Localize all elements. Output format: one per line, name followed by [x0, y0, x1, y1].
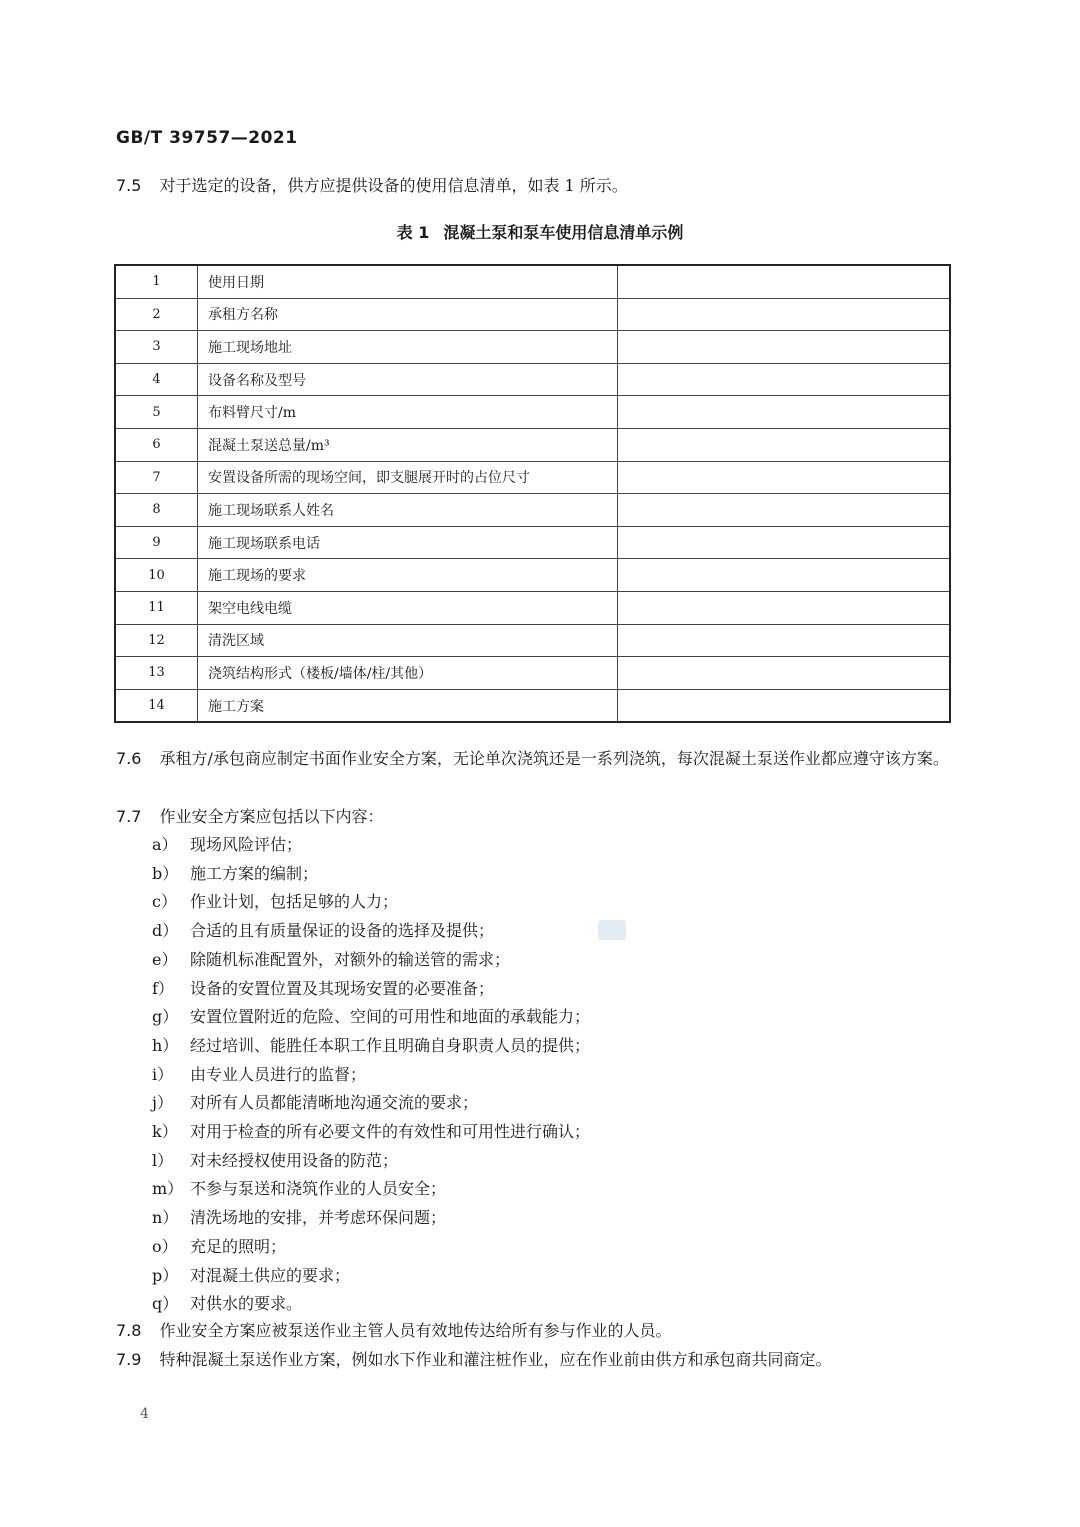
row-value-cell — [618, 396, 951, 429]
clause-text: 特种混凝土泵送作业方案，例如水下作业和灌注桩作业，应在作业前由供方和承包商共同商定。 — [159, 1350, 832, 1369]
row-value-cell — [618, 526, 951, 559]
list-item — [152, 860, 590, 889]
table-row — [115, 689, 950, 722]
row-item: 施工现场联系人姓名 — [198, 494, 618, 527]
clause-text: 作业安全方案应包括以下内容： — [159, 807, 384, 826]
row-value-cell — [618, 657, 951, 690]
table-row — [115, 624, 950, 657]
table-title — [0, 220, 1080, 243]
list-item — [152, 1290, 590, 1319]
row-item: 清洗区域 — [198, 624, 618, 657]
row-value-cell — [618, 689, 951, 722]
list-item-label: d） — [152, 921, 179, 941]
row-item: 施工现场联系电话 — [198, 526, 618, 559]
table-row — [115, 591, 950, 624]
list-item — [152, 1175, 590, 1204]
row-number: 8 — [115, 494, 198, 527]
clause-7-7 — [116, 803, 956, 831]
table-row — [115, 428, 950, 461]
list-item-text: 合适的且有质量保证的设备的选择及提供； — [190, 921, 495, 941]
list-item-text: 不参与泵送和浇筑作业的人员安全； — [190, 1179, 447, 1199]
list-item-text: 对供水的要求。 — [190, 1294, 303, 1314]
row-value-cell — [618, 363, 951, 396]
list-item-label: l） — [152, 1150, 174, 1170]
list-item-label: f） — [152, 978, 174, 998]
list-item — [152, 1262, 590, 1291]
list-item-text: 作业计划，包括足够的人力； — [190, 892, 399, 912]
list-item-label: e） — [152, 949, 178, 969]
clause-text: 作业安全方案应被泵送作业主管人员有效地传达给所有参与作业的人员。 — [159, 1321, 672, 1340]
row-number: 9 — [115, 526, 198, 559]
row-number: 10 — [115, 559, 198, 592]
clause-number: 7.9 — [116, 1350, 142, 1369]
list-item-text: 除随机标准配置外，对额外的输送管的需求； — [190, 949, 511, 969]
table-label: 表 1 — [396, 223, 430, 242]
list-item-label: k） — [152, 1122, 178, 1142]
row-value-cell — [618, 461, 951, 494]
list-item-label: g） — [152, 1007, 179, 1027]
table-row — [115, 494, 950, 527]
list-item — [152, 831, 590, 860]
list-item — [152, 888, 590, 917]
list-item — [152, 917, 590, 946]
list-item — [152, 1118, 590, 1147]
list-item-label: i） — [152, 1064, 174, 1084]
list-item-text: 施工方案的编制； — [190, 863, 319, 883]
clause-number: 7.8 — [116, 1321, 142, 1340]
standard-code: GB/T 39757—2021 — [116, 128, 298, 148]
row-value-cell — [618, 428, 951, 461]
table-row — [115, 331, 950, 364]
row-item: 设备名称及型号 — [198, 363, 618, 396]
list-item-label: c） — [152, 892, 177, 912]
row-number: 5 — [115, 396, 198, 429]
row-value-cell — [618, 494, 951, 527]
row-number: 7 — [115, 461, 198, 494]
list-item — [152, 1061, 590, 1090]
list-item — [152, 946, 590, 975]
row-number: 4 — [115, 363, 198, 396]
clause-7-5 — [116, 172, 956, 200]
row-value-cell — [618, 265, 951, 298]
table-row — [115, 265, 950, 298]
list-item-label: p） — [152, 1265, 179, 1285]
list-item-text: 对所有人员都能清晰地沟通交流的要求； — [190, 1093, 479, 1113]
table-row — [115, 298, 950, 331]
clause-7-8 — [116, 1317, 956, 1345]
list-item-text: 安置位置附近的危险、空间的可用性和地面的承载能力； — [190, 1007, 591, 1027]
list-item-label: q） — [152, 1294, 179, 1314]
list-item-text: 充足的照明； — [190, 1236, 287, 1256]
list-item-label: n） — [152, 1208, 179, 1228]
row-number: 6 — [115, 428, 198, 461]
content-list — [152, 831, 590, 1319]
row-item: 布料臂尺寸/m — [198, 396, 618, 429]
clause-7-9 — [116, 1346, 956, 1374]
row-item: 施工现场的要求 — [198, 559, 618, 592]
list-item-text: 对用于检查的所有必要文件的有效性和可用性进行确认； — [190, 1122, 591, 1142]
clause-text: 对于选定的设备，供方应提供设备的使用信息清单，如表 1 所示。 — [159, 176, 628, 195]
row-item: 承租方名称 — [198, 298, 618, 331]
list-item-label: a） — [152, 835, 178, 854]
list-item-label: b） — [152, 863, 179, 883]
list-item-label: o） — [152, 1236, 178, 1256]
row-item: 施工现场地址 — [198, 331, 618, 364]
clause-number: 7.5 — [116, 176, 142, 195]
row-number: 2 — [115, 298, 198, 331]
clause-text: 承租方/承包商应制定书面作业安全方案，无论单次浇筑还是一系列浇筑，每次混凝土泵送作业都应遵守该方案。 — [159, 749, 949, 768]
row-value-cell — [618, 591, 951, 624]
table-row — [115, 461, 950, 494]
row-value-cell — [618, 331, 951, 364]
row-number: 14 — [115, 689, 198, 722]
row-number: 13 — [115, 657, 198, 690]
list-item-label: h） — [152, 1035, 179, 1055]
row-value-cell — [618, 624, 951, 657]
list-item-text: 由专业人员进行的监督； — [190, 1064, 367, 1084]
row-value-cell — [618, 298, 951, 331]
list-item-text: 对未经授权使用设备的防范； — [190, 1150, 399, 1170]
row-item: 使用日期 — [198, 265, 618, 298]
row-item: 浇筑结构形式（楼板/墙体/柱/其他） — [198, 657, 618, 690]
clause-number: 7.6 — [116, 749, 142, 768]
row-item: 混凝土泵送总量/m³ — [198, 428, 618, 461]
table-row — [115, 396, 950, 429]
row-number: 3 — [115, 331, 198, 364]
row-number: 1 — [115, 265, 198, 298]
row-item: 安置设备所需的现场空间，即支腿展开时的占位尺寸 — [198, 461, 618, 494]
table-row — [115, 559, 950, 592]
table-row — [115, 363, 950, 396]
table-row — [115, 526, 950, 559]
list-item-text: 现场风险评估； — [190, 835, 303, 854]
list-item — [152, 1089, 590, 1118]
row-number: 12 — [115, 624, 198, 657]
usage-info-table — [114, 264, 951, 723]
clause-number: 7.7 — [116, 807, 142, 826]
row-value-cell — [618, 559, 951, 592]
list-item-label: j） — [152, 1093, 173, 1113]
list-item — [152, 1233, 590, 1262]
list-item-label: m） — [152, 1179, 184, 1199]
list-item-text: 设备的安置位置及其现场安置的必要准备； — [190, 978, 495, 998]
list-item — [152, 1147, 590, 1176]
list-item — [152, 1032, 590, 1061]
list-item — [152, 975, 590, 1004]
clause-7-6 — [116, 745, 956, 773]
row-number: 11 — [115, 591, 198, 624]
page-number: 4 — [140, 1406, 149, 1422]
list-item — [152, 1003, 590, 1032]
list-item-text: 对混凝土供应的要求； — [190, 1265, 351, 1285]
row-item: 施工方案 — [198, 689, 618, 722]
watermark-logo — [598, 920, 626, 940]
table-row — [115, 657, 950, 690]
list-item — [152, 1204, 590, 1233]
row-item: 架空电线电缆 — [198, 591, 618, 624]
table-caption: 混凝土泵和泵车使用信息清单示例 — [443, 223, 684, 242]
list-item-text: 经过培训、能胜任本职工作且明确自身职责人员的提供； — [190, 1035, 591, 1055]
list-item-text: 清洗场地的安排，并考虑环保问题； — [190, 1208, 447, 1228]
